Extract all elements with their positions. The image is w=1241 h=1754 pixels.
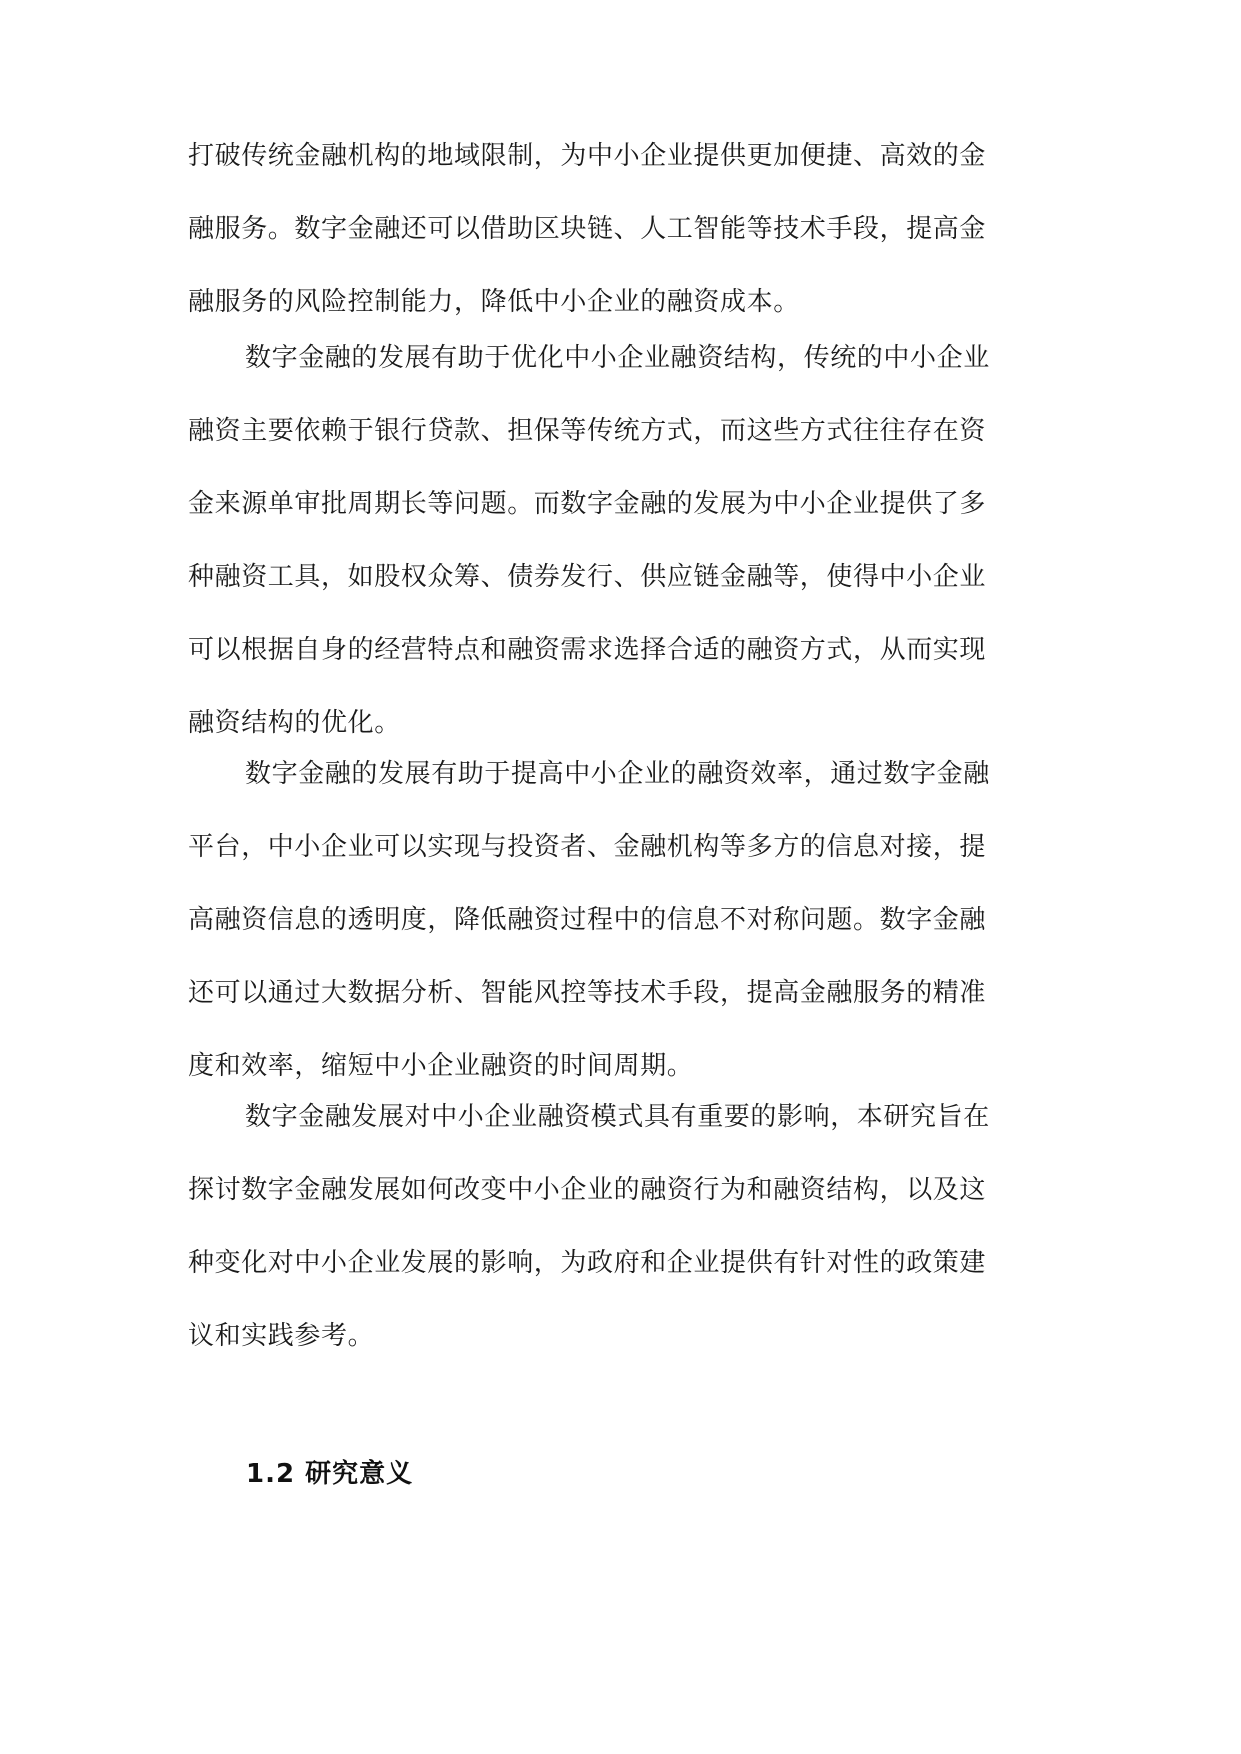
paragraph-line: 探讨数字金融发展如何改变中小企业的融资行为和融资结构，以及这 <box>188 1175 987 1205</box>
paragraph-line: 平台，中小企业可以实现与投资者、金融机构等多方的信息对接，提 <box>188 832 987 862</box>
paragraph-line: 种变化对中小企业发展的影响，为政府和企业提供有针对性的政策建 <box>188 1248 987 1278</box>
paragraph-line: 数字金融发展对中小企业融资模式具有重要的影响，本研究旨在 <box>245 1102 990 1132</box>
paragraph-3 <box>188 738 1050 1103</box>
paragraph-line: 还可以通过大数据分析、智能风控等技术手段，提高金融服务的精准 <box>188 978 987 1008</box>
section-heading: 1.2 研究意义 <box>246 1459 414 1489</box>
paragraph-line: 议和实践参考。 <box>188 1321 375 1351</box>
paragraph-line: 融资结构的优化。 <box>188 708 401 738</box>
paragraph-line: 种融资工具，如股权众筹、债券发行、供应链金融等，使得中小企业 <box>188 562 987 592</box>
paragraph-line: 可以根据自身的经营特点和融资需求选择合适的融资方式，从而实现 <box>188 635 987 665</box>
paragraph-line: 金来源单审批周期长等问题。而数字金融的发展为中小企业提供了多 <box>188 489 987 519</box>
paragraph-1 <box>188 120 1050 339</box>
paragraph-line: 打破传统金融机构的地域限制，为中小企业提供更加便捷、高效的金 <box>188 141 987 171</box>
paragraph-4 <box>188 1081 1050 1373</box>
paragraph-2 <box>188 322 1050 760</box>
paragraph-line: 高融资信息的透明度，降低融资过程中的信息不对称问题。数字金融 <box>188 905 987 935</box>
paragraph-line: 度和效率，缩短中小企业融资的时间周期。 <box>188 1051 694 1081</box>
paragraph-line: 融资主要依赖于银行贷款、担保等传统方式，而这些方式往往存在资 <box>188 416 987 446</box>
paragraph-line: 融服务。数字金融还可以借助区块链、人工智能等技术手段，提高金 <box>188 214 987 244</box>
paragraph-line: 数字金融的发展有助于优化中小企业融资结构，传统的中小企业 <box>245 343 990 373</box>
paragraph-line: 数字金融的发展有助于提高中小企业的融资效率，通过数字金融 <box>245 759 990 789</box>
paragraph-line: 融服务的风险控制能力，降低中小企业的融资成本。 <box>188 287 800 317</box>
